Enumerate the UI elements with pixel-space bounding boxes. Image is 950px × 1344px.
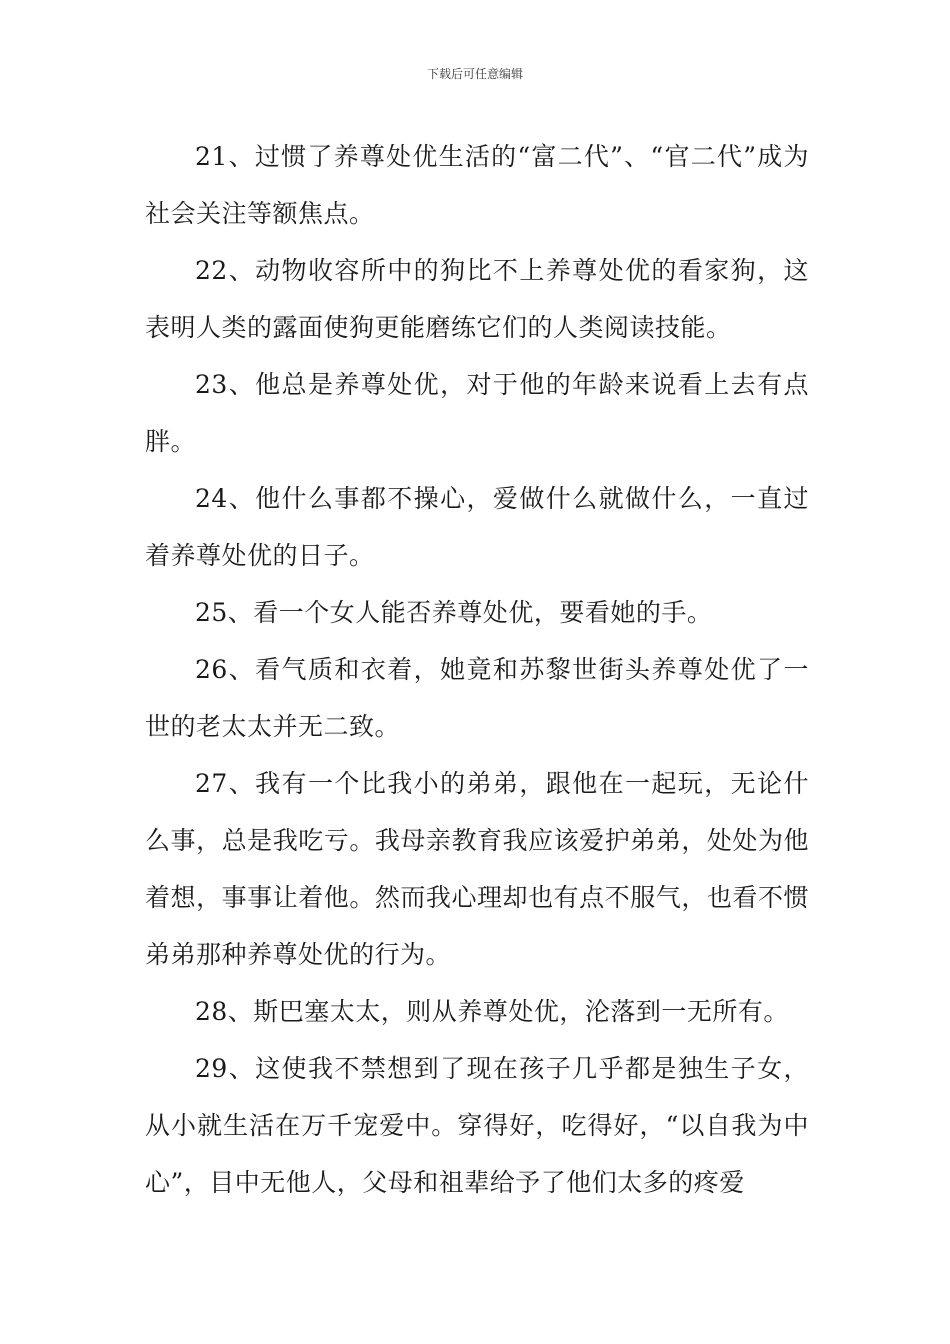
paragraph-23: 23、他总是养尊处优，对于他的年龄来说看上去有点胖。: [145, 370, 809, 456]
paragraph-27: 27、我有一个比我小的弟弟，跟他在一起玩，无论什么事，总是我吃亏。我母亲教育我应该爱护弟弟，处处为他着想，事事让着他。然而我心理却也有点不服气，也看不惯弟弟那种养尊处优的行为。: [145, 769, 809, 969]
paragraph-24: 24、他什么事都不操心，爱做什么就做什么，一直过着养尊处优的日子。: [145, 484, 809, 570]
paragraph-25: 25、看一个女人能否养尊处优，要看她的手。: [195, 598, 713, 627]
paragraph-26: 26、看气质和衣着，她竟和苏黎世街头养尊处优了一世的老太太并无二致。: [145, 655, 809, 741]
document-body: [145, 128, 809, 1211]
paragraph-22: 22、动物收容所中的狗比不上养尊处优的看家狗，这表明人类的露面使狗更能磨练它们的人类阅读技能。: [145, 256, 809, 342]
paragraph-21: 21、过惯了养尊处优生活的“富二代”、“官二代”成为社会关注等额焦点。: [145, 142, 809, 228]
page-header-note: 下载后可任意编辑: [426, 67, 523, 81]
paragraph-29: 29、这使我不禁想到了现在孩子几乎都是独生子女，从小就生活在万千宠爱中。穿得好，吃得好，“以自我为中心”，目中无他人，父母和祖辈给予了他们太多的疼爱: [145, 1054, 809, 1197]
paragraph-28: 28、斯巴塞太太，则从养尊处优，沦落到一无所有。: [195, 997, 789, 1026]
